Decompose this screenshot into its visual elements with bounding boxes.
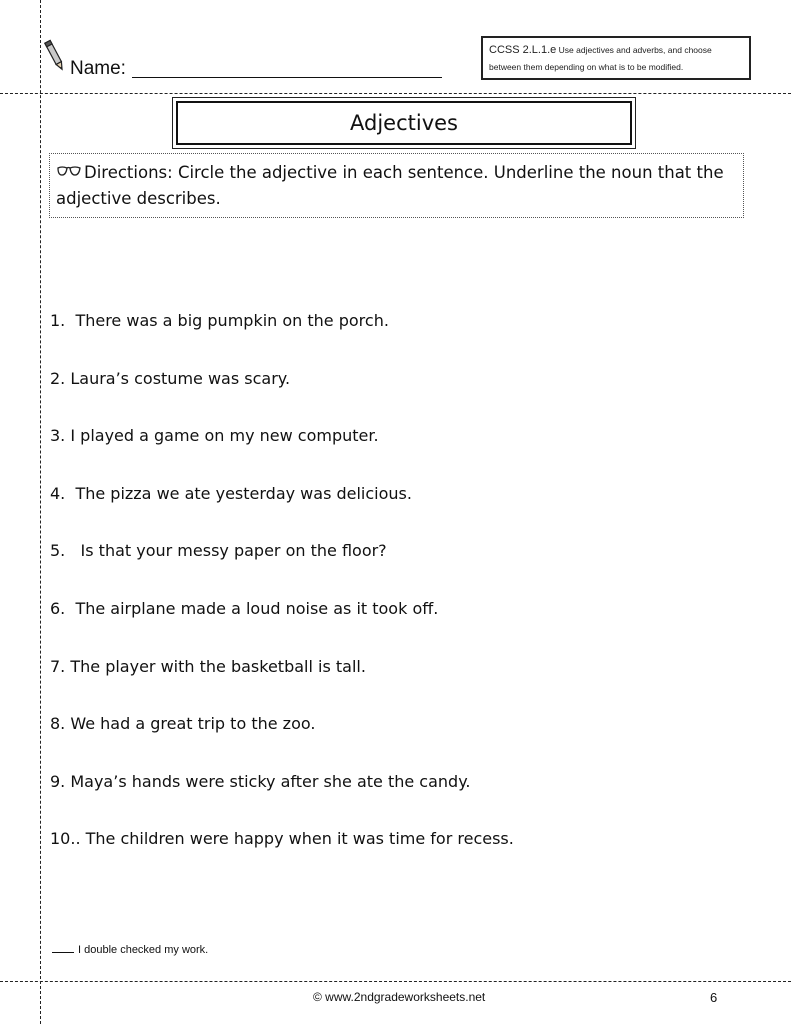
sentence-1[interactable]: 1. There was a big pumpkin on the porch. xyxy=(50,311,389,330)
footer-copyright: © www.2ndgradeworksheets.net xyxy=(313,990,486,1004)
sentence-9[interactable]: 9. Maya’s hands were sticky after she ate the candy. xyxy=(50,771,471,791)
title-box xyxy=(172,97,636,149)
sentence-3[interactable]: 3. I played a game on my new computer. xyxy=(50,426,379,446)
check-blank[interactable] xyxy=(52,952,74,953)
name-label: Name: xyxy=(70,58,126,79)
page-title: Adjectives xyxy=(176,101,632,145)
sentence-4[interactable]: 4. The pizza we ate yesterday was delicious. xyxy=(50,483,412,503)
sentence-8[interactable]: 8. We had a great trip to the zoo. xyxy=(50,714,316,734)
name-line[interactable] xyxy=(132,77,442,78)
sentence-2[interactable]: 2. Laura’s costume was scary. xyxy=(50,368,291,388)
page-number: 6 xyxy=(710,990,718,1005)
bottom-cut-line xyxy=(0,981,791,982)
sentence-10[interactable]: 10.. The children were happy when it was time for recess. xyxy=(50,829,514,849)
left-cut-line xyxy=(40,0,41,1024)
ccss-description: Use adjectives and adverbs, and choose between them depending on what is to be modified. xyxy=(489,45,712,72)
directions-text: Directions: Circle the adjective in each sentence. Underline the noun that the adjective describes. xyxy=(56,163,724,208)
top-cut-line xyxy=(0,93,791,94)
ccss-code: CCSS 2.L.1.e xyxy=(489,44,557,56)
pencil-icon xyxy=(44,38,66,74)
glasses-icon xyxy=(56,165,82,177)
sentence-6[interactable]: 6. The airplane made a loud noise as it took off. xyxy=(50,598,439,618)
ccss-standard-box xyxy=(481,36,751,80)
sentence-list xyxy=(50,308,514,884)
sentence-5[interactable]: 5. Is that your messy paper on the floor? xyxy=(50,541,387,561)
self-check xyxy=(52,944,208,956)
check-text: I double checked my work. xyxy=(78,944,209,956)
directions-box xyxy=(49,153,744,218)
sentence-7[interactable]: 7. The player with the basketball is tall. xyxy=(50,656,366,676)
